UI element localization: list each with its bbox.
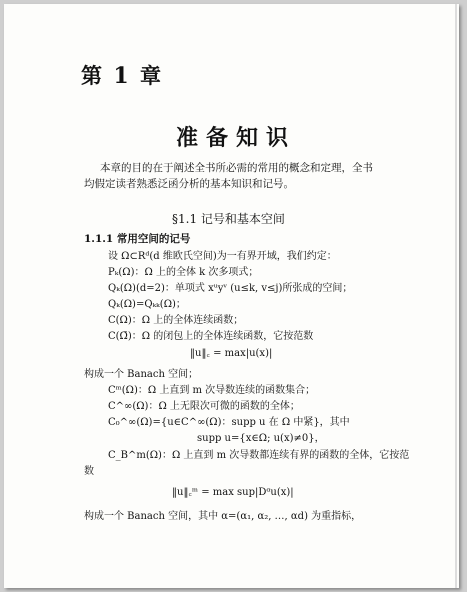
section-heading: §1.1 记号和基本空间 <box>172 212 285 226</box>
body-line: Qₖ(Ω)(d=2)：单项式 xᵘyᵛ (u≤k, v≤j)所张成的空间； <box>108 283 353 294</box>
chapter-title: 准备知识 <box>176 125 297 151</box>
body-line: Qₖ(Ω)=Qₖₖ(Ω)； <box>108 299 186 310</box>
body-line: C(Ω)：Ω 上的全体连续函数； <box>108 315 244 326</box>
chapter-number: 1 <box>113 63 131 89</box>
body-line: 构成一个 Banach 空间，其中 α=(α₁, α₂, …, αd) 为重指标， <box>84 511 362 522</box>
body-line: C₀^∞(Ω)={u∈C^∞(Ω)：supp u 在 Ω 中紧}，其中 <box>108 417 350 428</box>
intro-line-2: 均假定读者熟悉泛函分析的基本知识和记号。 <box>84 178 294 190</box>
chapter-prefix: 第 <box>81 63 104 88</box>
body-line: C^∞(Ω)：Ω 上无限次可微的函数的全体； <box>108 401 300 412</box>
body-line: C_B^m(Ω)：Ω 上直到 m 次导数都连续有界的函数的全体，它按范 <box>108 450 410 461</box>
formula-cm-norm: ‖u‖꜀ᵐ = max sup|Dᵅu(x)| <box>172 487 294 498</box>
body-line: C(Ω̄)：Ω 的闭包上的全体连续函数，它按范数 <box>108 331 314 342</box>
body-line: Pₖ(Ω)：Ω 上的全体 k 次多项式； <box>108 267 259 278</box>
formula-sup-norm: ‖u‖꜀ = max|u(x)| <box>190 348 273 359</box>
subsection-heading: 1.1.1 常用空间的记号 <box>84 233 191 245</box>
page-edge <box>455 4 457 588</box>
intro-line-1: 本章的目的在于阐述全书所必需的常用的概念和定理，全书 <box>100 162 373 174</box>
body-line: Cᵐ(Ω)：Ω 上直到 m 次导数连续的函数集合； <box>108 385 316 396</box>
body-line: 构成一个 Banach 空间； <box>84 369 199 380</box>
body-line: 数 <box>84 466 94 477</box>
chapter-heading <box>81 60 163 90</box>
chapter-suffix: 章 <box>139 63 163 88</box>
document-page <box>4 4 459 588</box>
body-line: 设 Ω⊂Rᵈ(d 维欧氏空间)为一有界开域，我们约定： <box>108 251 337 262</box>
body-line: supp u={x∈Ω; u(x)≠0}， <box>197 433 325 444</box>
